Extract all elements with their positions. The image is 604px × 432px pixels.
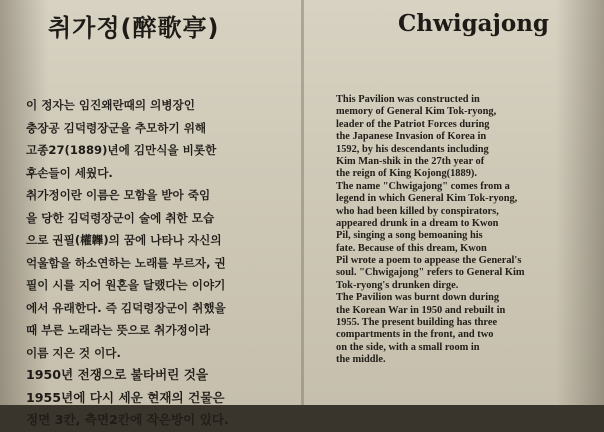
english-text-line: The Pavilion was burnt down during	[336, 292, 500, 304]
korean-text-line: 1950년 전쟁으로 불타버린 것을	[26, 367, 209, 382]
english-text-line: on the side, with a small room in	[336, 341, 480, 353]
column-divider	[301, 0, 304, 405]
korean-text-line: 이 정자는 임진왜란때의 의병장인	[26, 98, 195, 112]
english-text-line: the Japanese Invasion of Korea in	[336, 131, 487, 143]
english-text-line: 1592, by his descendants including	[336, 143, 489, 155]
english-text-line: Pil wrote a poem to appease the General's	[336, 255, 522, 267]
english-text-block	[336, 94, 598, 367]
english-text-line: Pil, singing a song bemoaning his	[336, 230, 483, 242]
english-text-line: the middle.	[336, 354, 386, 366]
english-text-line: soul. "Chwigajong" refers to General Kim	[336, 267, 525, 279]
english-title: Chwigajong	[398, 10, 550, 37]
english-text-line: the Korean War in 1950 and rebuilt in	[336, 304, 506, 316]
korean-text-line: 억울함을 하소연하는 노래를 부르자, 권	[26, 255, 226, 270]
korean-title: 취가정(醉歌亭)	[48, 14, 220, 42]
korean-text-line: 고종27(1889)년에 김만식을 비롯한	[26, 143, 217, 157]
korean-text-line: 에서 유래한다. 즉 김덕령장군이 취했을	[26, 300, 226, 315]
english-text-line: who had been killed by conspirators,	[336, 205, 499, 217]
english-text-line: 1955. The present building has three	[336, 317, 498, 329]
english-text-line: fate. Because of this dream, Kwon	[336, 242, 487, 254]
english-text-line: appeared drunk in a dream to Kwon	[336, 217, 499, 229]
english-text-line: leader of the Patriot Forces during	[336, 118, 490, 130]
korean-text-line: 때 부른 노래라는 뜻으로 취가정이라	[26, 323, 211, 337]
english-text-line: compartments in the front, and two	[336, 329, 494, 341]
korean-text-block	[26, 94, 292, 432]
korean-text-line: 정면 3칸, 측면2칸에 작은방이 있다.	[26, 412, 229, 427]
korean-text-line: 이름 지은 것 이다.	[26, 345, 121, 360]
korean-text-line: 1955년에 다시 세운 현재의 건물은	[26, 389, 225, 405]
english-text-line: The name "Chwigajong" comes from a	[336, 180, 510, 192]
korean-text-line: 필이 시를 지어 원혼을 달랬다는 이야기	[26, 278, 226, 292]
korean-text-line: 충장공 김덕령장군을 추모하기 위해	[26, 120, 207, 135]
english-text-line: Tok-ryong's drunken dirge.	[336, 279, 459, 291]
english-text-line: legend in which General Kim Tok-ryong,	[336, 193, 518, 205]
english-text-line: the reign of King Kojong(1889).	[336, 168, 477, 180]
english-text-line: Kim Man-shik in the 27th year of	[336, 155, 485, 167]
korean-text-line: 으로 권필(權韠)의 꿈에 나타나 자신의	[26, 233, 222, 247]
english-text-line: This Pavilion was constructed in	[336, 94, 480, 105]
korean-text-line: 취가정이란 이름은 모함을 받아 죽임	[26, 188, 211, 202]
korean-text-line: 후손들이 세웠다.	[26, 165, 113, 180]
english-text-line: memory of General Kim Tok-ryong,	[336, 106, 497, 118]
korean-text-line: 을 당한 김덕령장군이 술에 취한 모습	[26, 210, 215, 225]
